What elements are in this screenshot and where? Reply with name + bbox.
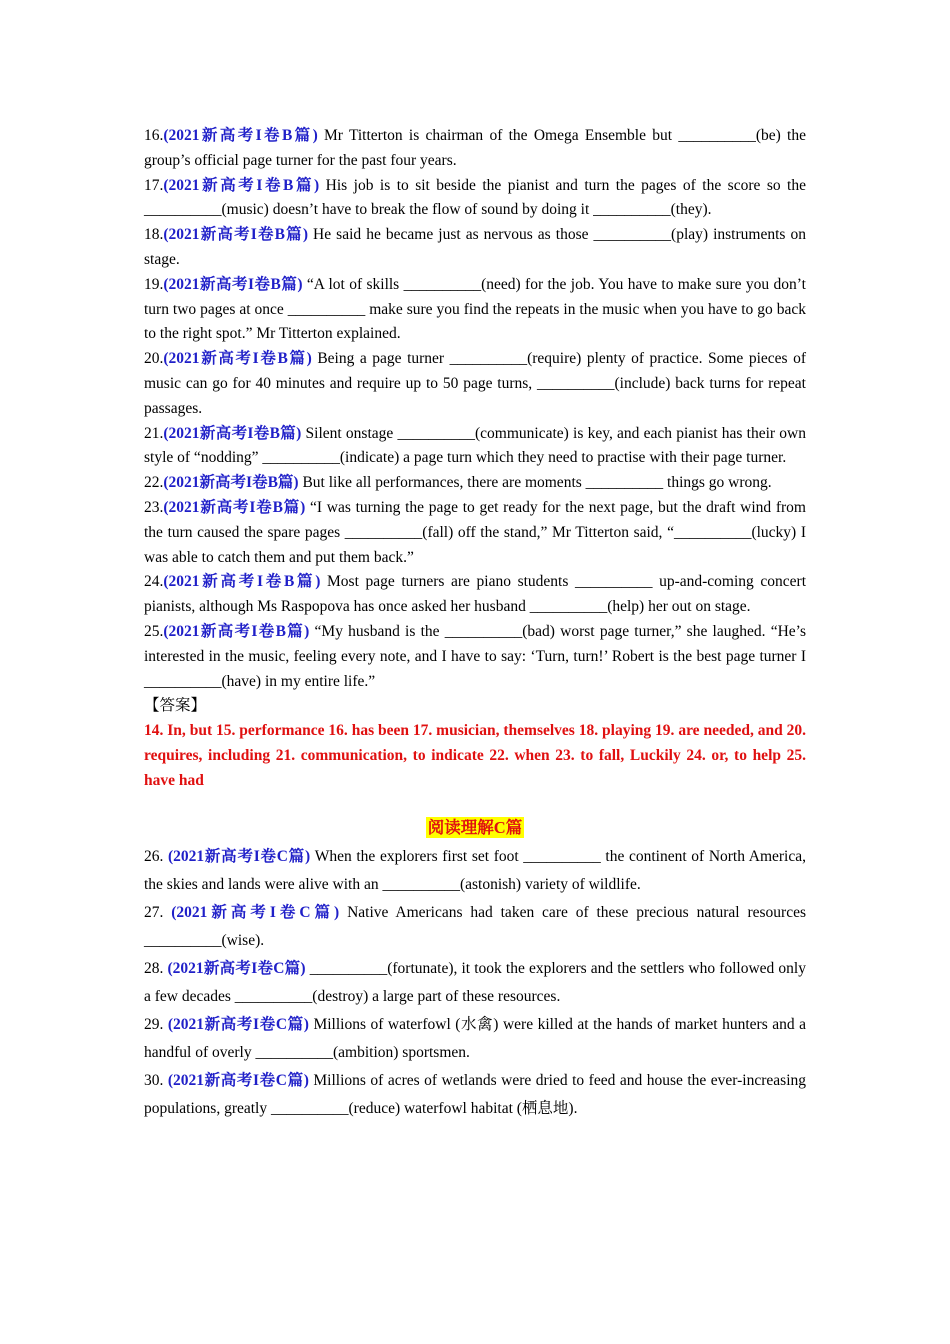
section-c-title: 阅读理解C篇 [427,817,523,837]
question-number: 30. [144,1071,168,1089]
question-source: (2021新高考I卷B篇) [163,127,318,144]
question-text: “A lot of skills __________(need) for the job. You have to make sure you don’t turn two pages at once __________ make sure you find the repeats in the music when you have to go back to the right spot.” Mr Titterton explained. [144,275,806,343]
question-18 [144,223,806,273]
question-text: Mr Titterton is chairman of the Omega Ensemble but __________(be) the group’s official page turner for the past four years. [144,127,806,169]
part-c-questions [144,843,806,1123]
document-page [144,124,806,1123]
question-source: (2021新高考I卷B篇) [163,226,308,244]
question-number: 19. [144,275,164,293]
question-source: (2021新高考I卷B篇) [163,424,302,442]
question-number: 24. [144,573,164,591]
question-source: (2021新高考I卷C篇) [171,903,340,921]
question-27 [144,899,806,955]
question-text: Native Americans had taken care of these precious natural resources __________(wise). [144,903,806,949]
part-b-questions [144,124,806,694]
question-16 [144,124,806,174]
question-number: 16. [144,127,164,144]
question-30 [144,1067,806,1123]
question-text: When the explorers first set foot __________ the continent of North America, the skies and lands were alive with an __________(astonish) variety of wildlife. [144,847,806,893]
question-number: 28. [144,959,168,977]
question-26 [144,843,806,899]
question-number: 29. [144,1015,168,1033]
answer-label: 【答案】 [144,697,207,715]
question-source: (2021新高考I卷B篇) [163,275,303,293]
question-22 [144,471,806,496]
question-text: Most page turners are piano students __________ up-and-coming concert pianists, although Ms Raspopova has once asked her husband __________(help) her out on stage. [144,573,807,616]
section-c-heading [144,814,806,843]
question-source: (2021新高考I卷C篇) [167,1015,309,1033]
answer-key: 14. In, but 15. performance 16. has been 17. musician, themselves 18. playing 19. are needed, and 20. requires, including 21. communication, to indicate 22. when 23. to fall, Luckily 24. or, to help 25. have had [144,722,806,789]
question-number: 26. [144,847,169,865]
question-text: “My husband is the __________(bad) worst page turner,” she laughed. “He’s interested in the music, feeling every note, and I have to say: ‘Turn, turn!’ Robert is the best page turner I __________(have) in my entire life.” [144,622,806,690]
question-25 [144,620,806,694]
question-text: But like all performances, there are moments __________ things go wrong. [298,474,772,492]
question-number: 18. [144,226,164,244]
question-number: 25. [144,622,164,640]
question-text: “I was turning the page to get ready for the next page, but the draft wind from the turn caused the spare pages __________(fall) off the stand,” Mr Titterton said, “__________(lucky) I was able to catch them and put them back.” [144,498,806,566]
question-text: Silent onstage __________(communicate) is key, and each pianist has their own style of “nodding” __________(indicate) a page turn which they need to practise with their page turner. [144,424,806,467]
question-source: (2021新高考I卷B篇) [163,498,306,516]
question-number: 21. [144,424,164,442]
question-text: His job is to sit beside the pianist and turn the pages of the score so the __________(music) doesn’t have to break the flow of sound by doing it __________(they). [144,176,806,219]
question-17 [144,174,806,224]
question-source: (2021新高考I卷B篇) [163,622,310,640]
question-19 [144,273,806,347]
question-source: (2021新高考I卷B篇) [163,474,299,492]
question-number: 23. [144,498,164,516]
question-number: 20. [144,350,164,368]
question-29 [144,1011,806,1067]
question-text: Being a page turner __________(require) plenty of practice. Some pieces of music can go for 40 minutes and require up to 50 page turns, __________(include) back turns for repeat passages. [144,350,806,417]
question-source: (2021新高考I卷C篇) [167,959,306,977]
question-source: (2021新高考I卷C篇) [167,1071,309,1089]
question-text: He said he became just as nervous as those __________(play) instruments on stage. [144,226,806,268]
question-23 [144,496,806,570]
question-source: (2021新高考I卷B篇) [163,573,321,591]
question-source: (2021新高考I卷C篇) [168,847,311,865]
question-21 [144,422,806,472]
question-text: Millions of acres of wetlands were dried to feed and house the ever-increasing populations, greatly __________(reduce) waterfowl habitat (栖息地). [144,1071,806,1117]
question-number: 22. [144,474,164,492]
question-24 [144,570,806,620]
question-source: (2021新高考I卷B篇) [163,350,312,368]
question-28 [144,955,806,1011]
question-number: 27. [144,903,172,921]
question-text: __________(fortunate), it took the explorers and the settlers who followed only a few decades __________(destroy) a large part of these resources. [144,959,806,1005]
question-20 [144,347,806,421]
question-source: (2021新高考I卷B篇) [163,176,320,194]
question-text: Millions of waterfowl (水禽) were killed at the hands of market hunters and a handful of overly __________(ambition) sportsmen. [144,1015,807,1061]
question-number: 17. [144,176,164,194]
